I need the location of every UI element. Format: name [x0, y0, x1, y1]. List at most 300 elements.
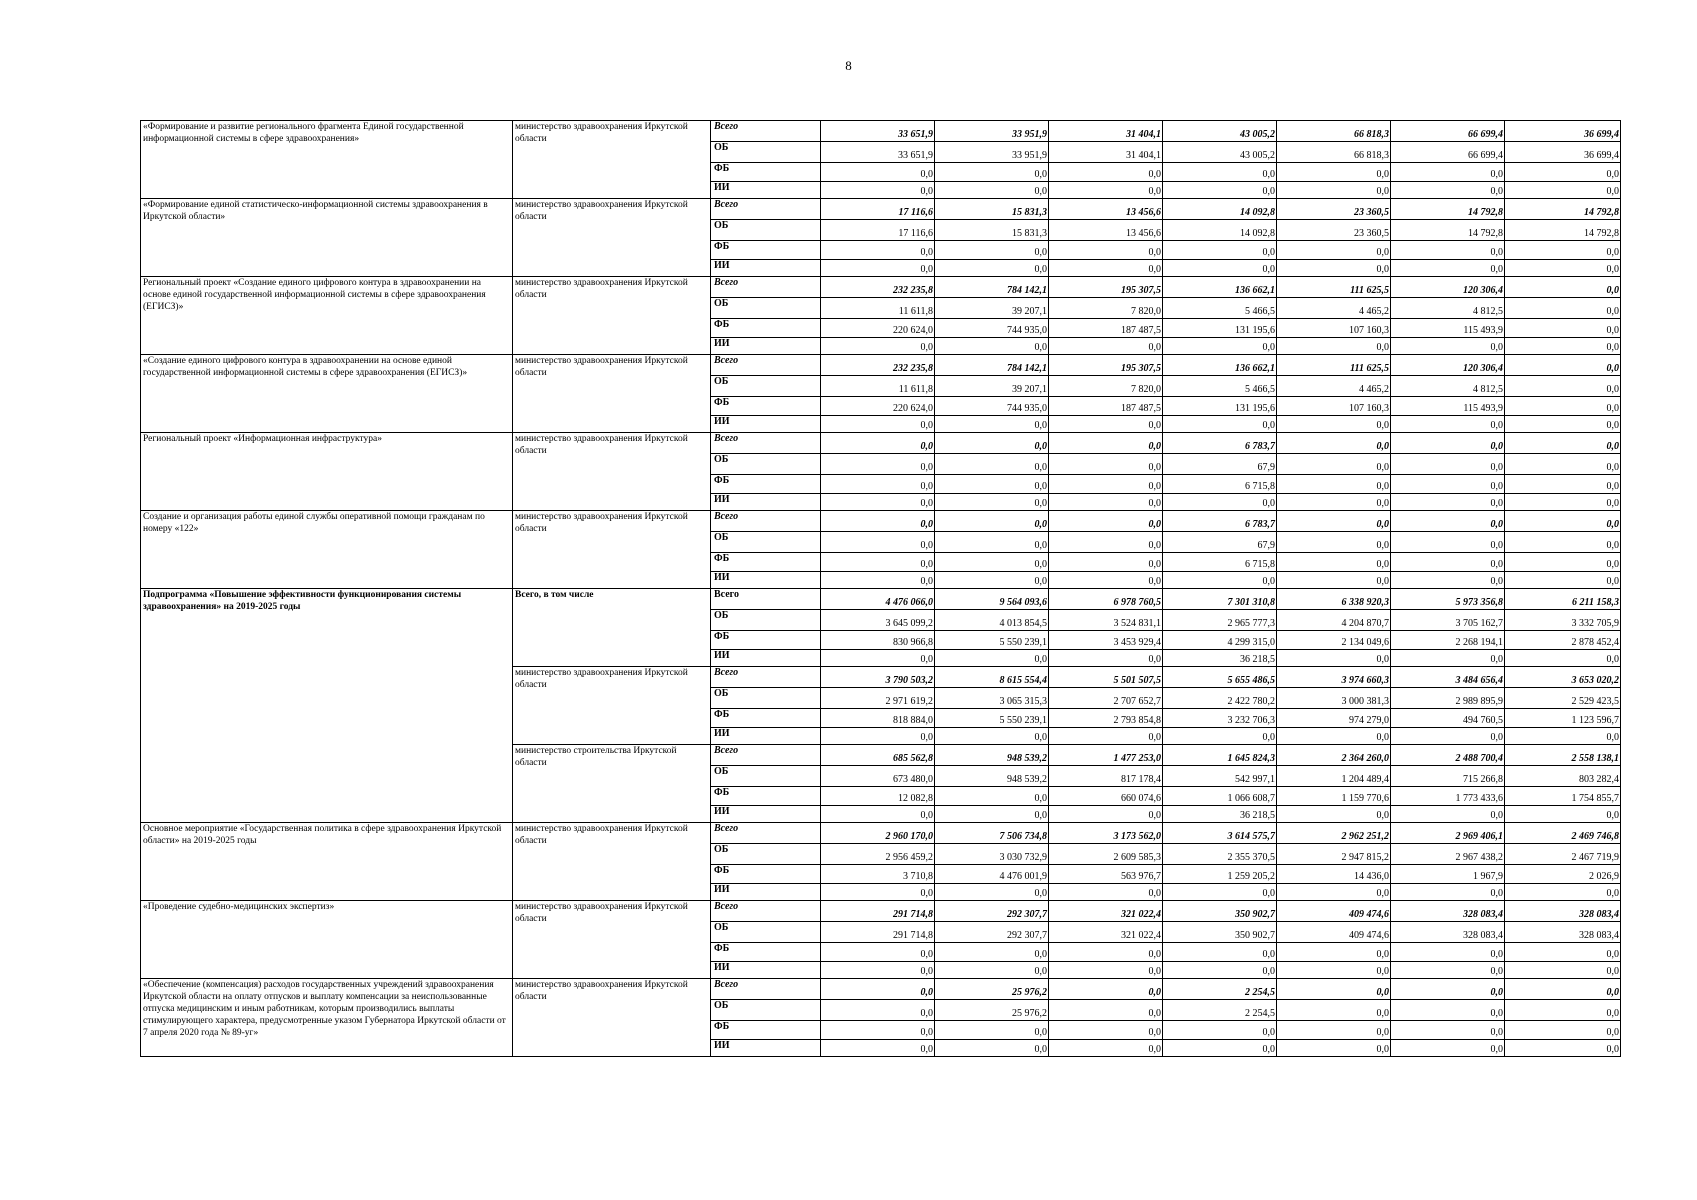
amount-cell: 744 935,0 — [935, 397, 1049, 416]
amount-cell: 2 488 700,4 — [1391, 745, 1505, 766]
amount-cell: 14 092,8 — [1163, 199, 1277, 220]
funding-source: ОБ — [711, 922, 821, 943]
amount-cell: 0,0 — [1163, 241, 1277, 260]
activity-name: «Обеспечение (компенсация) расходов государственных учреждений здравоохранения Иркутской области на оплату отпусков и выплату компенсации за неиспользованные отпуска медицинским и иным работникам, которым производились выплаты стимулирующего характера, предусмотренные указом Губернатора Иркутской области от 7 апреля 2020 года № 89-уг» — [141, 979, 513, 1057]
amount-cell: 0,0 — [1049, 943, 1163, 962]
amount-cell: 13 456,6 — [1049, 220, 1163, 241]
amount-cell: 0,0 — [1277, 1000, 1391, 1021]
amount-cell: 0,0 — [1391, 494, 1505, 511]
amount-cell: 3 030 732,9 — [935, 844, 1049, 865]
amount-cell: 67,9 — [1163, 454, 1277, 475]
amount-cell: 0,0 — [821, 884, 935, 901]
amount-cell: 0,0 — [935, 572, 1049, 589]
amount-cell: 0,0 — [1391, 182, 1505, 199]
amount-cell: 409 474,6 — [1277, 922, 1391, 943]
amount-cell: 0,0 — [1391, 338, 1505, 355]
amount-cell: 0,0 — [821, 433, 935, 454]
budget-table — [140, 120, 1621, 1057]
amount-cell: 7 820,0 — [1049, 298, 1163, 319]
executor-name: министерство здравоохранения Иркутской области — [513, 901, 711, 979]
amount-cell: 0,0 — [1163, 884, 1277, 901]
amount-cell: 0,0 — [935, 416, 1049, 433]
amount-cell: 0,0 — [1391, 433, 1505, 454]
amount-cell: 0,0 — [1505, 338, 1621, 355]
amount-cell: 36 699,4 — [1505, 121, 1621, 142]
amount-cell: 0,0 — [821, 532, 935, 553]
amount-cell: 0,0 — [1163, 338, 1277, 355]
executor-name: министерство здравоохранения Иркутской области — [513, 979, 711, 1057]
amount-cell: 3 790 503,2 — [821, 667, 935, 688]
amount-cell: 0,0 — [1277, 979, 1391, 1000]
amount-cell: 350 902,7 — [1163, 901, 1277, 922]
amount-cell: 0,0 — [935, 454, 1049, 475]
amount-cell: 23 360,5 — [1277, 220, 1391, 241]
amount-cell: 0,0 — [1505, 1000, 1621, 1021]
amount-cell: 0,0 — [821, 454, 935, 475]
amount-cell: 4 465,2 — [1277, 376, 1391, 397]
amount-cell: 830 966,8 — [821, 631, 935, 650]
amount-cell: 321 022,4 — [1049, 922, 1163, 943]
amount-cell: 1 259 205,2 — [1163, 865, 1277, 884]
amount-cell: 0,0 — [1505, 728, 1621, 745]
funding-source: ИИ — [711, 338, 821, 355]
amount-cell: 0,0 — [1277, 553, 1391, 572]
funding-source: Всего — [711, 823, 821, 844]
funding-source: ОБ — [711, 532, 821, 553]
table-row — [141, 823, 1621, 844]
amount-cell: 0,0 — [1505, 416, 1621, 433]
amount-cell: 3 484 656,4 — [1391, 667, 1505, 688]
table-row — [141, 589, 1621, 610]
amount-cell: 4 299 315,0 — [1163, 631, 1277, 650]
funding-source: ОБ — [711, 688, 821, 709]
amount-cell: 0,0 — [1505, 260, 1621, 277]
table-row — [141, 199, 1621, 220]
amount-cell: 0,0 — [1391, 454, 1505, 475]
amount-cell: 292 307,7 — [935, 901, 1049, 922]
amount-cell: 15 831,3 — [935, 220, 1049, 241]
amount-cell: 0,0 — [935, 884, 1049, 901]
funding-source: ИИ — [711, 806, 821, 823]
amount-cell: 66 699,4 — [1391, 142, 1505, 163]
funding-source: ИИ — [711, 260, 821, 277]
amount-cell: 115 493,9 — [1391, 319, 1505, 338]
amount-cell: 2 364 260,0 — [1277, 745, 1391, 766]
funding-source: Всего — [711, 121, 821, 142]
amount-cell: 0,0 — [821, 943, 935, 962]
amount-cell: 2 971 619,2 — [821, 688, 935, 709]
amount-cell: 31 404,1 — [1049, 121, 1163, 142]
amount-cell: 0,0 — [1505, 884, 1621, 901]
amount-cell: 0,0 — [1277, 532, 1391, 553]
funding-source: Всего — [711, 667, 821, 688]
amount-cell: 0,0 — [1391, 979, 1505, 1000]
amount-cell: 1 967,9 — [1391, 865, 1505, 884]
amount-cell: 7 506 734,8 — [935, 823, 1049, 844]
table-row — [141, 277, 1621, 298]
amount-cell: 409 474,6 — [1277, 901, 1391, 922]
amount-cell: 2 947 815,2 — [1277, 844, 1391, 865]
amount-cell: 0,0 — [935, 475, 1049, 494]
amount-cell: 0,0 — [821, 572, 935, 589]
amount-cell: 0,0 — [1505, 979, 1621, 1000]
amount-cell: 3 332 705,9 — [1505, 610, 1621, 631]
amount-cell: 0,0 — [821, 163, 935, 182]
activity-name: «Формирование и развитие регионального фрагмента Единой государственной информационной системы в сфере здравоохранения» — [141, 121, 513, 199]
amount-cell: 0,0 — [1163, 416, 1277, 433]
executor-name: министерство здравоохранения Иркутской области — [513, 121, 711, 199]
amount-cell: 3 453 929,4 — [1049, 631, 1163, 650]
amount-cell: 36 218,5 — [1163, 650, 1277, 667]
amount-cell: 120 306,4 — [1391, 277, 1505, 298]
amount-cell: 11 611,8 — [821, 376, 935, 397]
amount-cell: 36 218,5 — [1163, 806, 1277, 823]
funding-source: Всего — [711, 745, 821, 766]
amount-cell: 33 651,9 — [821, 121, 935, 142]
amount-cell: 0,0 — [1505, 943, 1621, 962]
amount-cell: 0,0 — [1505, 277, 1621, 298]
amount-cell: 2 469 746,8 — [1505, 823, 1621, 844]
executor-name: министерство здравоохранения Иркутской области — [513, 667, 711, 745]
funding-source: ФБ — [711, 631, 821, 650]
table-row — [141, 901, 1621, 922]
amount-cell: 13 456,6 — [1049, 199, 1163, 220]
amount-cell: 0,0 — [1163, 728, 1277, 745]
amount-cell: 0,0 — [1505, 319, 1621, 338]
amount-cell: 0,0 — [1277, 163, 1391, 182]
funding-source: Всего — [711, 277, 821, 298]
amount-cell: 5 550 239,1 — [935, 631, 1049, 650]
amount-cell: 0,0 — [1049, 806, 1163, 823]
amount-cell: 0,0 — [1505, 1040, 1621, 1057]
amount-cell: 0,0 — [1277, 806, 1391, 823]
funding-source: ФБ — [711, 709, 821, 728]
amount-cell: 0,0 — [821, 494, 935, 511]
amount-cell: 0,0 — [821, 1040, 935, 1057]
funding-source: Всего — [711, 589, 821, 610]
amount-cell: 0,0 — [1505, 298, 1621, 319]
funding-source: ОБ — [711, 844, 821, 865]
amount-cell: 2 026,9 — [1505, 865, 1621, 884]
amount-cell: 0,0 — [1505, 475, 1621, 494]
amount-cell: 1 773 433,6 — [1391, 787, 1505, 806]
amount-cell: 0,0 — [1505, 163, 1621, 182]
amount-cell: 0,0 — [1277, 650, 1391, 667]
amount-cell: 542 997,1 — [1163, 766, 1277, 787]
amount-cell: 136 662,1 — [1163, 355, 1277, 376]
amount-cell: 0,0 — [1505, 494, 1621, 511]
amount-cell: 818 884,0 — [821, 709, 935, 728]
amount-cell: 0,0 — [1277, 338, 1391, 355]
amount-cell: 2 609 585,3 — [1049, 844, 1163, 865]
amount-cell: 0,0 — [1277, 1021, 1391, 1040]
amount-cell: 14 792,8 — [1391, 199, 1505, 220]
amount-cell: 350 902,7 — [1163, 922, 1277, 943]
amount-cell: 0,0 — [1277, 454, 1391, 475]
amount-cell: 14 792,8 — [1391, 220, 1505, 241]
amount-cell: 5 973 356,8 — [1391, 589, 1505, 610]
amount-cell: 131 195,6 — [1163, 397, 1277, 416]
amount-cell: 14 792,8 — [1505, 220, 1621, 241]
amount-cell: 0,0 — [1505, 806, 1621, 823]
amount-cell: 784 142,1 — [935, 277, 1049, 298]
funding-source: ОБ — [711, 1000, 821, 1021]
amount-cell: 0,0 — [1505, 572, 1621, 589]
amount-cell: 0,0 — [1049, 416, 1163, 433]
amount-cell: 0,0 — [1277, 416, 1391, 433]
amount-cell: 14 792,8 — [1505, 199, 1621, 220]
funding-source: Всего — [711, 979, 821, 1000]
amount-cell: 31 404,1 — [1049, 142, 1163, 163]
amount-cell: 328 083,4 — [1505, 922, 1621, 943]
amount-cell: 0,0 — [1505, 454, 1621, 475]
amount-cell: 0,0 — [1163, 260, 1277, 277]
amount-cell: 2 956 459,2 — [821, 844, 935, 865]
amount-cell: 0,0 — [1049, 163, 1163, 182]
amount-cell: 66 818,3 — [1277, 142, 1391, 163]
funding-source: ФБ — [711, 943, 821, 962]
table-row — [141, 511, 1621, 532]
amount-cell: 0,0 — [1391, 962, 1505, 979]
amount-cell: 0,0 — [935, 182, 1049, 199]
amount-cell: 0,0 — [1163, 572, 1277, 589]
amount-cell: 1 066 608,7 — [1163, 787, 1277, 806]
amount-cell: 3 645 099,2 — [821, 610, 935, 631]
amount-cell: 115 493,9 — [1391, 397, 1505, 416]
funding-source: ИИ — [711, 416, 821, 433]
amount-cell: 4 812,5 — [1391, 298, 1505, 319]
amount-cell: 0,0 — [1391, 511, 1505, 532]
amount-cell: 0,0 — [935, 338, 1049, 355]
executor-name: министерство строительства Иркутской области — [513, 745, 711, 823]
amount-cell: 67,9 — [1163, 532, 1277, 553]
amount-cell: 0,0 — [1505, 397, 1621, 416]
amount-cell: 328 083,4 — [1505, 901, 1621, 922]
amount-cell: 0,0 — [1505, 962, 1621, 979]
amount-cell: 0,0 — [1163, 962, 1277, 979]
activity-name: «Создание единого цифрового контура в здравоохранении на основе единой государственной информационной системы в сфере здравоохранения (ЕГИСЗ)» — [141, 355, 513, 433]
activity-name: Создание и организация работы единой службы оперативной помощи гражданам по номеру «122» — [141, 511, 513, 589]
amount-cell: 0,0 — [821, 416, 935, 433]
amount-cell: 0,0 — [1049, 728, 1163, 745]
amount-cell: 948 539,2 — [935, 766, 1049, 787]
amount-cell: 2 134 049,6 — [1277, 631, 1391, 650]
amount-cell: 1 123 596,7 — [1505, 709, 1621, 728]
amount-cell: 0,0 — [1391, 650, 1505, 667]
funding-source: ОБ — [711, 298, 821, 319]
amount-cell: 14 092,8 — [1163, 220, 1277, 241]
amount-cell: 6 338 920,3 — [1277, 589, 1391, 610]
amount-cell: 4 476 066,0 — [821, 589, 935, 610]
funding-source: ФБ — [711, 397, 821, 416]
amount-cell: 0,0 — [1049, 1021, 1163, 1040]
amount-cell: 0,0 — [1391, 1040, 1505, 1057]
amount-cell: 195 307,5 — [1049, 355, 1163, 376]
amount-cell: 803 282,4 — [1505, 766, 1621, 787]
funding-source: ОБ — [711, 766, 821, 787]
amount-cell: 0,0 — [1049, 433, 1163, 454]
amount-cell: 0,0 — [935, 806, 1049, 823]
amount-cell: 0,0 — [935, 728, 1049, 745]
amount-cell: 3 710,8 — [821, 865, 935, 884]
amount-cell: 7 820,0 — [1049, 376, 1163, 397]
funding-source: ОБ — [711, 220, 821, 241]
amount-cell: 0,0 — [1505, 355, 1621, 376]
amount-cell: 0,0 — [1049, 1040, 1163, 1057]
amount-cell: 0,0 — [935, 241, 1049, 260]
amount-cell: 0,0 — [1391, 532, 1505, 553]
amount-cell: 328 083,4 — [1391, 901, 1505, 922]
amount-cell: 15 831,3 — [935, 199, 1049, 220]
amount-cell: 0,0 — [821, 979, 935, 1000]
funding-source: ИИ — [711, 728, 821, 745]
amount-cell: 3 974 660,3 — [1277, 667, 1391, 688]
amount-cell: 3 000 381,3 — [1277, 688, 1391, 709]
amount-cell: 232 235,8 — [821, 277, 935, 298]
amount-cell: 563 976,7 — [1049, 865, 1163, 884]
amount-cell: 817 178,4 — [1049, 766, 1163, 787]
amount-cell: 0,0 — [1049, 1000, 1163, 1021]
funding-source: ФБ — [711, 1021, 821, 1040]
amount-cell: 0,0 — [1049, 182, 1163, 199]
amount-cell: 2 467 719,9 — [1505, 844, 1621, 865]
amount-cell: 39 207,1 — [935, 376, 1049, 397]
amount-cell: 0,0 — [1049, 572, 1163, 589]
amount-cell: 0,0 — [1163, 1040, 1277, 1057]
amount-cell: 0,0 — [1505, 376, 1621, 397]
amount-cell: 1 159 770,6 — [1277, 787, 1391, 806]
amount-cell: 131 195,6 — [1163, 319, 1277, 338]
funding-source: ОБ — [711, 376, 821, 397]
amount-cell: 0,0 — [935, 433, 1049, 454]
amount-cell: 660 074,6 — [1049, 787, 1163, 806]
amount-cell: 0,0 — [935, 553, 1049, 572]
amount-cell: 0,0 — [935, 962, 1049, 979]
amount-cell: 0,0 — [935, 494, 1049, 511]
amount-cell: 0,0 — [1049, 553, 1163, 572]
amount-cell: 0,0 — [1277, 182, 1391, 199]
activity-name: Региональный проект «Информационная инфраструктура» — [141, 433, 513, 511]
amount-cell: 3 614 575,7 — [1163, 823, 1277, 844]
amount-cell: 9 564 093,6 — [935, 589, 1049, 610]
amount-cell: 2 422 780,2 — [1163, 688, 1277, 709]
amount-cell: 0,0 — [1277, 1040, 1391, 1057]
amount-cell: 0,0 — [1163, 494, 1277, 511]
amount-cell: 6 715,8 — [1163, 553, 1277, 572]
funding-source: ИИ — [711, 1040, 821, 1057]
amount-cell: 0,0 — [1163, 163, 1277, 182]
amount-cell: 0,0 — [821, 182, 935, 199]
amount-cell: 7 301 310,8 — [1163, 589, 1277, 610]
amount-cell: 33 951,9 — [935, 142, 1049, 163]
amount-cell: 0,0 — [1277, 572, 1391, 589]
amount-cell: 0,0 — [1391, 241, 1505, 260]
amount-cell: 0,0 — [1049, 532, 1163, 553]
amount-cell: 187 487,5 — [1049, 397, 1163, 416]
funding-source: Всего — [711, 199, 821, 220]
funding-source: ИИ — [711, 572, 821, 589]
amount-cell: 220 624,0 — [821, 319, 935, 338]
amount-cell: 0,0 — [1505, 1021, 1621, 1040]
amount-cell: 715 266,8 — [1391, 766, 1505, 787]
amount-cell: 0,0 — [1391, 728, 1505, 745]
executor-name: Всего, в том числе — [513, 589, 711, 667]
amount-cell: 0,0 — [935, 163, 1049, 182]
amount-cell: 43 005,2 — [1163, 142, 1277, 163]
activity-name: Подпрограмма «Повышение эффективности функционирования системы здравоохранения» на 2019-2025 годы — [141, 589, 513, 823]
amount-cell: 0,0 — [1505, 532, 1621, 553]
funding-source: Всего — [711, 901, 821, 922]
amount-cell: 2 558 138,1 — [1505, 745, 1621, 766]
amount-cell: 0,0 — [1391, 416, 1505, 433]
page-number: 8 — [845, 58, 852, 73]
funding-source: ФБ — [711, 787, 821, 806]
amount-cell: 3 705 162,7 — [1391, 610, 1505, 631]
amount-cell: 0,0 — [1391, 163, 1505, 182]
funding-source: ОБ — [711, 610, 821, 631]
amount-cell: 2 529 423,5 — [1505, 688, 1621, 709]
executor-name: министерство здравоохранения Иркутской области — [513, 355, 711, 433]
amount-cell: 291 714,8 — [821, 901, 935, 922]
amount-cell: 0,0 — [1163, 943, 1277, 962]
amount-cell: 43 005,2 — [1163, 121, 1277, 142]
amount-cell: 0,0 — [1277, 241, 1391, 260]
amount-cell: 0,0 — [1391, 884, 1505, 901]
amount-cell: 6 783,7 — [1163, 433, 1277, 454]
amount-cell: 0,0 — [1049, 884, 1163, 901]
amount-cell: 33 651,9 — [821, 142, 935, 163]
funding-source: ИИ — [711, 494, 821, 511]
amount-cell: 66 699,4 — [1391, 121, 1505, 142]
amount-cell: 0,0 — [1049, 475, 1163, 494]
amount-cell: 948 539,2 — [935, 745, 1049, 766]
amount-cell: 0,0 — [1049, 454, 1163, 475]
amount-cell: 4 476 001,9 — [935, 865, 1049, 884]
amount-cell: 6 211 158,3 — [1505, 589, 1621, 610]
amount-cell: 36 699,4 — [1505, 142, 1621, 163]
executor-name: министерство здравоохранения Иркутской области — [513, 433, 711, 511]
amount-cell: 25 976,2 — [935, 1000, 1049, 1021]
amount-cell: 784 142,1 — [935, 355, 1049, 376]
amount-cell: 2 967 438,2 — [1391, 844, 1505, 865]
amount-cell: 0,0 — [1163, 182, 1277, 199]
amount-cell: 25 976,2 — [935, 979, 1049, 1000]
table-row — [141, 979, 1621, 1000]
amount-cell: 17 116,6 — [821, 199, 935, 220]
amount-cell: 673 480,0 — [821, 766, 935, 787]
amount-cell: 3 653 020,2 — [1505, 667, 1621, 688]
amount-cell: 0,0 — [1391, 475, 1505, 494]
funding-source: ФБ — [711, 865, 821, 884]
amount-cell: 136 662,1 — [1163, 277, 1277, 298]
amount-cell: 0,0 — [821, 553, 935, 572]
amount-cell: 0,0 — [1277, 475, 1391, 494]
amount-cell: 0,0 — [1391, 1021, 1505, 1040]
amount-cell: 0,0 — [1277, 494, 1391, 511]
amount-cell: 12 082,8 — [821, 787, 935, 806]
amount-cell: 14 436,0 — [1277, 865, 1391, 884]
amount-cell: 1 645 824,3 — [1163, 745, 1277, 766]
amount-cell: 0,0 — [1277, 884, 1391, 901]
funding-source: ФБ — [711, 163, 821, 182]
amount-cell: 33 951,9 — [935, 121, 1049, 142]
amount-cell: 494 760,5 — [1391, 709, 1505, 728]
funding-source: Всего — [711, 511, 821, 532]
amount-cell: 1 477 253,0 — [1049, 745, 1163, 766]
amount-cell: 3 524 831,1 — [1049, 610, 1163, 631]
amount-cell: 66 818,3 — [1277, 121, 1391, 142]
amount-cell: 6 978 760,5 — [1049, 589, 1163, 610]
